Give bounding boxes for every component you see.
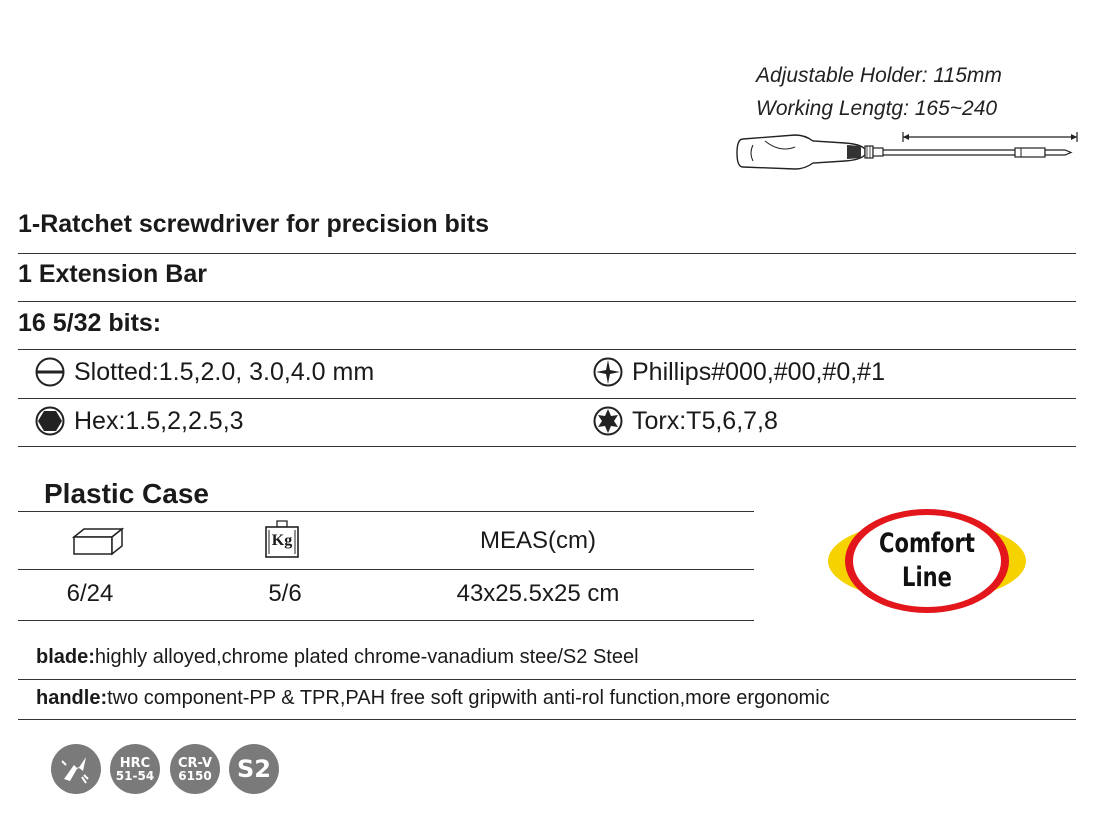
hrc-top: HRC — [119, 755, 151, 771]
case-weight: 5/6 — [268, 580, 302, 607]
case-title: Plastic Case — [44, 478, 209, 509]
crv-bottom: 6150 — [178, 768, 212, 783]
logo-line2: Line — [902, 562, 952, 593]
hrc-badge — [110, 744, 160, 794]
crv-badge — [170, 744, 220, 794]
table-top-line — [18, 511, 754, 512]
phillips-label: Phillips#000,#00,#0,#1 — [632, 357, 885, 386]
lightning-hand-icon — [56, 749, 96, 789]
s2-label: S2 — [237, 755, 271, 783]
comfort-line-logo — [827, 508, 1027, 614]
impact-badge — [51, 744, 101, 794]
blade-text: highly alloyed,chrome plated chrome-vanadium stee/S2 Steel — [94, 646, 639, 668]
weight-icon-text: Kg — [271, 532, 293, 549]
s2-badge — [229, 744, 279, 794]
slotted-bits — [34, 356, 374, 388]
holder-spec: Adjustable Holder: 115mm — [756, 64, 1002, 87]
hrc-bottom: 51-54 — [115, 768, 155, 783]
torx-icon — [592, 405, 624, 437]
slotted-icon — [34, 356, 66, 388]
divider — [18, 349, 1076, 350]
working-length-spec: Working Lengtg: 165~240 — [756, 97, 998, 120]
divider — [18, 679, 1076, 680]
handle-material — [36, 687, 830, 710]
divider — [18, 398, 1076, 399]
divider — [18, 301, 1076, 302]
handle-text: two component-PP & TPR,PAH free soft gripwith anti-rol function,more ergonomic — [107, 687, 830, 709]
hex-label: Hex:1.5,2,2.5,3 — [74, 406, 244, 435]
blade-label: blade: — [36, 646, 95, 668]
box-icon — [72, 527, 124, 557]
bits-title: 16 5/32 bits: — [18, 309, 162, 337]
hex-bits — [34, 405, 244, 437]
slotted-label: Slotted:1.5,2.0, 3.0,4.0 mm — [74, 357, 375, 386]
blade-material — [36, 646, 639, 669]
case-meas: 43x25.5x25 cm — [456, 580, 620, 607]
handle-label: handle: — [36, 687, 108, 709]
case-qty: 6/24 — [66, 580, 114, 607]
torx-label: Torx:T5,6,7,8 — [632, 406, 778, 435]
extension-item: 1 Extension Bar — [18, 260, 207, 288]
table-mid-line — [18, 569, 754, 570]
weight-icon — [264, 519, 300, 559]
torx-bits — [592, 405, 778, 437]
table-bottom-line — [18, 620, 754, 621]
phillips-bits — [592, 356, 885, 388]
meas-header: MEAS(cm) — [480, 527, 596, 554]
logo-line1: Comfort — [879, 528, 975, 559]
divider — [18, 446, 1076, 447]
crv-top: CR-V — [177, 755, 213, 771]
phillips-icon — [592, 356, 624, 388]
divider — [18, 253, 1076, 254]
divider — [18, 719, 1076, 720]
ratchet-item: 1-Ratchet screwdriver for precision bits — [18, 210, 489, 238]
hex-icon — [34, 405, 66, 437]
screwdriver-illustration — [735, 125, 1080, 175]
